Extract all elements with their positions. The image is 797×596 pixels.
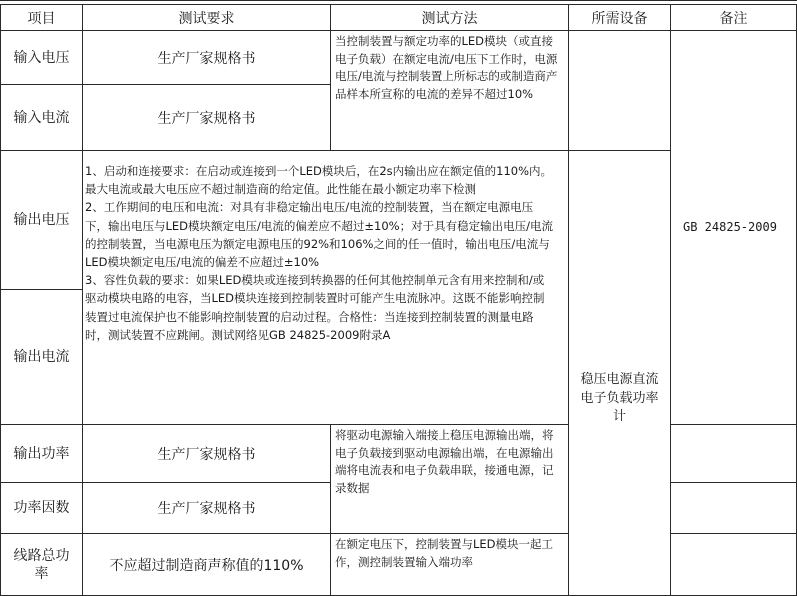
row-output-power-requirement [82,424,331,483]
input-voltage-requirement: 生产厂家规格书 [157,50,256,67]
power-method-cell [330,424,569,534]
input-method-text: 当控制装置与额定功率的LED模块（或直接电子负载）在额定电流/电压下工作时，电源电压/电流与控制装置上所标志的或制造商产品样本所宣称的电流的差异不超过10% [335,34,558,101]
input-current-label: 输入电流 [13,109,70,126]
power-factor-requirement: 生产厂家规格书 [157,501,256,517]
remark-text: GB 24825-2009 [683,220,777,234]
equipment-empty-top [568,30,671,151]
header-item-label: 项目 [27,10,56,27]
input-voltage-label: 输入电压 [13,49,70,66]
row-power-factor-item [0,482,83,534]
header-equipment [568,4,671,31]
total-power-method-cell [330,533,569,596]
header-equipment-label: 所需设备 [591,10,648,27]
total-power-requirement: 不应超过制造商声称值的110% [109,557,304,574]
row-input-current-item [0,84,83,151]
row-power-factor-requirement [82,482,331,534]
output-current-label: 输出电流 [13,349,70,365]
header-remark-label: 备注 [719,10,748,27]
output-voltage-label: 输出电压 [13,212,70,228]
row-output-power-item [0,424,83,483]
remark-cell-3 [670,482,797,534]
row-input-current-requirement [82,84,331,151]
row-input-voltage-item [0,30,83,85]
row-total-power-item [0,533,83,596]
header-method-label: 测试方法 [421,10,478,27]
input-current-requirement: 生产厂家规格书 [157,110,256,127]
remark-cell-2 [670,424,797,483]
header-item [0,4,83,31]
power-factor-label: 功率因数 [13,500,70,516]
remark-cell-4 [670,533,797,596]
row-output-current-item [0,289,83,425]
row-total-power-requirement [82,533,331,596]
total-power-label: 线路总功率 [13,547,70,582]
output-power-label: 输出功率 [13,445,70,462]
row-input-voltage-requirement [82,30,331,85]
row-output-voltage-item [0,150,83,290]
top-border-strip [0,0,797,4]
header-requirement-label: 测试要求 [178,10,235,27]
equipment-text: 稳压电源直流电子负载功率计 [580,372,659,424]
header-requirement [82,4,331,31]
power-method-text: 将驱动电源输入端接上稳压电源输出端，将电子负载接到驱动电源输出端，在电源输出端将电流表和电子负载串联，接通电源，记录数据 [335,428,554,495]
output-power-requirement: 生产厂家规格书 [157,446,256,463]
total-power-method-text: 在额定电压下，控制装置与LED模块一起工作，测控制装置输入端功率 [335,537,554,569]
input-method-cell [330,30,569,151]
output-requirement-text: 1、启动和连接要求：在启动或连接到一个LED模块后，在2s内输出应在额定值的110%内。最大电流或最大电压应不超过制造商的给定值。此性能在最小额定功率下检测 2、工作期间的电压和电流：对具有非稳定输出电压/电流的控制装置，当在额定电源电压下，输出电压与LED模块额定电压/电流的偏差应不超过±10%；对于具有稳定输出电压/电流的控制装置，当电源电压为额定电源电压的92%和106%之间的任一值时，输出电压/电流与LED模块额定电压/电流的偏差不应超过±10% 3、容性负载的要求：如果LED模块或连接到转换器的任何其他控制单元含有用来控制和/或驱动模块电路的电容，当LED模块连接到控制装置时可能产生电流脉冲。这既不能影响控制装置过电流保护也不能影响控制装置的启动过程。合格性：当连接到控制装置的测量电路时，测试装置不应跳闸。测试网络见GB 24825-2009附录A [85,164,553,342]
header-remark [670,4,797,31]
header-method [330,4,569,31]
